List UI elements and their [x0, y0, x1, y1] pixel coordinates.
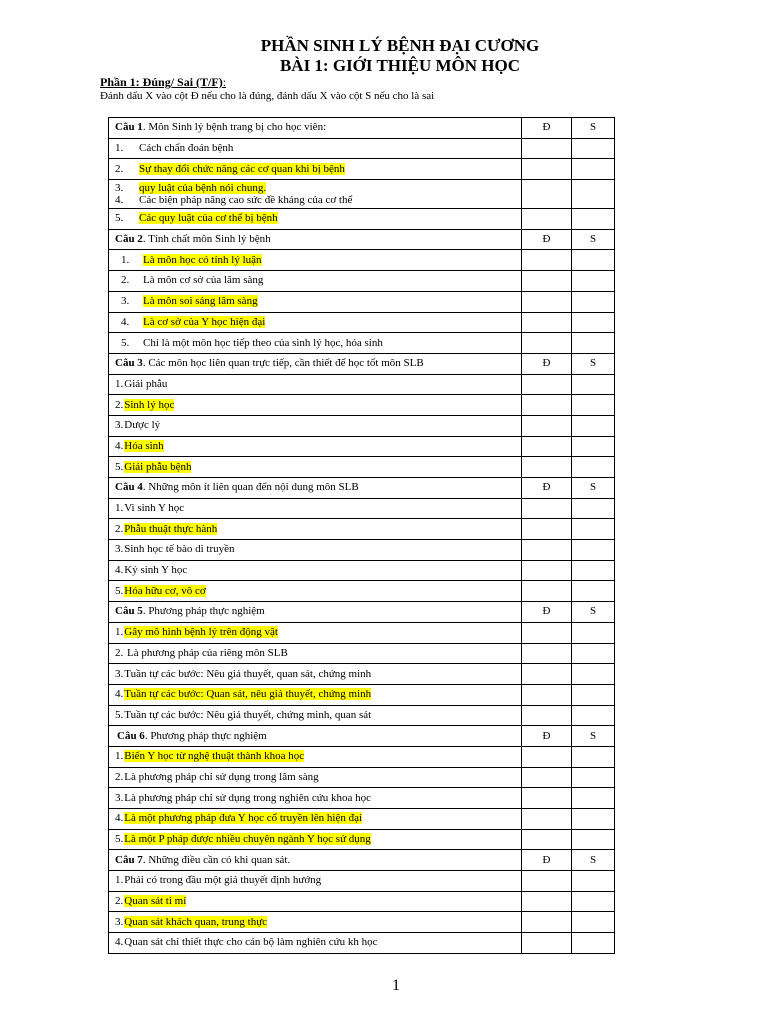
column-header-sai: S — [572, 478, 615, 499]
answer-cell-sai[interactable] — [572, 333, 615, 354]
answer-statement-cell — [109, 519, 522, 540]
answer-row — [109, 560, 615, 581]
answer-row — [109, 829, 615, 850]
answer-cell-sai[interactable] — [572, 560, 615, 581]
answer-number: 1. — [115, 377, 124, 390]
answer-number: 5. — [115, 584, 124, 597]
answer-cell-sai[interactable] — [572, 271, 615, 292]
answer-text: Là môn cơ sở của lâm sàng — [143, 274, 264, 287]
answer-row — [109, 138, 615, 159]
answer-cell-dung[interactable] — [522, 560, 572, 581]
question-label: Câu 1 — [115, 121, 143, 134]
answer-statement-cell — [109, 705, 522, 726]
answer-cell-sai[interactable] — [572, 664, 615, 685]
answer-cell-dung[interactable] — [522, 891, 572, 912]
column-header-dung: Đ — [522, 478, 572, 499]
question-row — [109, 850, 615, 871]
document-title: PHẦN SINH LÝ BỆNH ĐẠI CƯƠNG — [260, 36, 540, 55]
answer-cell-dung[interactable] — [522, 643, 572, 664]
answer-statement-cell — [109, 912, 522, 933]
question-cell — [109, 850, 522, 871]
answer-number: 2. — [115, 895, 124, 908]
answer-cell-dung[interactable] — [522, 767, 572, 788]
answer-number: 3. — [115, 543, 124, 556]
answer-text: Các biện pháp nâng cao sức đề kháng của cơ thể — [139, 194, 353, 207]
column-header-dung: Đ — [522, 353, 572, 374]
quiz-table — [108, 117, 615, 954]
answer-text: Giải phẫu bệnh — [124, 460, 192, 473]
column-header-sai: S — [572, 602, 615, 623]
question-text: . Phương pháp thực nghiệm — [142, 605, 265, 618]
answer-text: Là một P pháp được nhiều chuyên ngành Y học sử dụng — [124, 833, 371, 846]
answer-cell-sai[interactable] — [572, 829, 615, 850]
column-header-sai: S — [572, 118, 615, 139]
answer-row — [109, 891, 615, 912]
answer-statement-cell — [109, 312, 522, 333]
question-row — [109, 602, 615, 623]
part-heading — [100, 75, 226, 90]
question-row — [109, 478, 615, 499]
answer-text: Là phương pháp của riêng môn SLB — [124, 646, 288, 659]
answer-statement-cell — [109, 540, 522, 561]
answer-cell-sai[interactable] — [572, 809, 615, 830]
answer-cell-sai[interactable] — [572, 395, 615, 416]
answer-cell-dung[interactable] — [522, 209, 572, 230]
answer-cell-sai[interactable] — [572, 705, 615, 726]
answer-cell-sai[interactable] — [572, 581, 615, 602]
answer-statement-cell — [109, 374, 522, 395]
answer-statement-cell — [109, 871, 522, 892]
answer-statement-cell — [109, 622, 522, 643]
column-header-dung: Đ — [522, 118, 572, 139]
answer-cell-dung[interactable] — [522, 159, 572, 180]
answer-text: Các quy luật của cơ thể bị bệnh — [139, 212, 278, 225]
answer-number: 3. — [115, 791, 124, 804]
answer-statement-cell — [109, 395, 522, 416]
column-header-dung: Đ — [522, 850, 572, 871]
question-text: . Môn Sinh lý bệnh trang bị cho học viên: — [142, 121, 327, 134]
answer-row — [109, 271, 615, 292]
answer-line — [115, 182, 515, 194]
page-number: 1 — [392, 977, 400, 994]
answer-cell-dung[interactable] — [522, 457, 572, 478]
answer-text: Là môn soi sáng lâm sàng — [143, 295, 258, 308]
column-header-sai: S — [572, 726, 615, 747]
answer-text: Tuần tự các bước: Quan sát, nêu giả thuyết, chứng minh — [124, 688, 372, 701]
answer-number: 3. — [115, 182, 124, 195]
answer-cell-sai[interactable] — [572, 250, 615, 271]
answer-line — [115, 194, 515, 206]
answer-row — [109, 159, 615, 180]
answer-number: 5. — [115, 708, 124, 721]
answer-number: 2. — [121, 274, 130, 287]
answer-row — [109, 933, 615, 954]
answer-text: Sự thay đổi chức năng các cơ quan khi bị bệnh — [139, 162, 345, 175]
answer-row — [109, 395, 615, 416]
answer-statement-cell — [109, 457, 522, 478]
answer-row — [109, 333, 615, 354]
question-text: . Những môn ít liên quan đến nội dung môn SLB — [142, 481, 359, 494]
answer-statement-cell — [109, 271, 522, 292]
answer-number: 5. — [121, 336, 130, 349]
question-row — [109, 229, 615, 250]
answer-statement-cell — [109, 436, 522, 457]
answer-cell-sai[interactable] — [572, 312, 615, 333]
answer-cell-sai[interactable] — [572, 180, 615, 209]
question-label: Câu 4 — [115, 481, 143, 494]
answer-number: 2. — [115, 646, 124, 659]
answer-statement-cell — [109, 581, 522, 602]
answer-cell-sai[interactable] — [572, 291, 615, 312]
answer-cell-dung[interactable] — [522, 809, 572, 830]
answer-cell-dung[interactable] — [522, 333, 572, 354]
question-cell — [109, 726, 522, 747]
answer-text: Gây mô hình bệnh lý trên động vật — [124, 626, 278, 639]
answer-cell-dung[interactable] — [522, 622, 572, 643]
answer-row — [109, 209, 615, 230]
answer-cell-sai[interactable] — [572, 159, 615, 180]
answer-cell-dung[interactable] — [522, 374, 572, 395]
question-label: Câu 5 — [115, 605, 143, 618]
answer-statement-cell — [109, 746, 522, 767]
answer-cell-dung[interactable] — [522, 415, 572, 436]
answer-statement-cell — [109, 250, 522, 271]
answer-text: Tuần tự các bước: Nêu giả thuyết, chứng minh, quan sát — [124, 708, 372, 721]
answer-statement-cell — [109, 291, 522, 312]
answer-text: Là phương pháp chỉ sử dụng trong lâm sàng — [124, 770, 319, 783]
question-label: Câu 6 — [117, 729, 145, 742]
answer-cell-dung[interactable] — [522, 180, 572, 209]
answer-cell-sai[interactable] — [572, 519, 615, 540]
answer-row — [109, 498, 615, 519]
answer-cell-dung[interactable] — [522, 138, 572, 159]
answer-cell-sai[interactable] — [572, 643, 615, 664]
answer-text: Hóa hữu cơ, vô cơ — [124, 584, 206, 597]
answer-statement-cell — [109, 891, 522, 912]
answer-text: Là cơ sở của Y học hiện đại — [143, 315, 266, 328]
answer-cell-dung[interactable] — [522, 395, 572, 416]
answer-statement-cell — [109, 664, 522, 685]
question-text: . Các môn học liên quan trực tiếp, cần thiết để học tốt môn SLB — [142, 357, 424, 370]
answer-row — [109, 457, 615, 478]
instruction-text: Đánh dấu X vào cột Đ nếu cho là đúng, đánh dấu X vào cột S nếu cho là sai — [100, 90, 435, 102]
answer-statement-cell — [109, 560, 522, 581]
answer-row — [109, 519, 615, 540]
answer-row — [109, 664, 615, 685]
question-cell — [109, 602, 522, 623]
answer-text: Phẫu thuật thực hành — [124, 522, 218, 535]
answer-number: 2. — [115, 398, 124, 411]
answer-row — [109, 540, 615, 561]
answer-number: 4. — [115, 688, 124, 701]
answer-text: Biến Y học từ nghệ thuật thành khoa học — [124, 750, 305, 763]
answer-cell-sai[interactable] — [572, 209, 615, 230]
answer-text: Chỉ là một môn học tiếp theo của sinh lý học, hóa sinh — [143, 336, 383, 349]
answer-text: Dược lý — [124, 419, 161, 432]
answer-number: 1. — [121, 253, 130, 266]
answer-cell-sai[interactable] — [572, 457, 615, 478]
answer-number: 4. — [115, 936, 124, 949]
answer-number: 3. — [115, 915, 124, 928]
answer-text: Vi sinh Y học — [124, 502, 185, 515]
answer-number: 3. — [121, 295, 130, 308]
answer-row — [109, 312, 615, 333]
answer-cell-dung[interactable] — [522, 498, 572, 519]
answer-text: Giải phẫu — [124, 377, 168, 390]
answer-statement-cell — [109, 933, 522, 954]
answer-text: Phải có trong đầu một giả thuyết định hướng — [124, 874, 322, 887]
answer-cell-dung[interactable] — [522, 271, 572, 292]
answer-statement-cell — [109, 684, 522, 705]
column-header-sai: S — [572, 850, 615, 871]
answer-cell-dung[interactable] — [522, 788, 572, 809]
answer-row — [109, 436, 615, 457]
answer-statement-cell — [109, 138, 522, 159]
answer-statement-cell — [109, 829, 522, 850]
answer-cell-sai[interactable] — [572, 788, 615, 809]
answer-row — [109, 871, 615, 892]
answer-row — [109, 705, 615, 726]
answer-text: Sinh lý học — [124, 398, 175, 411]
answer-cell-sai[interactable] — [572, 746, 615, 767]
answer-text: Là một phương pháp đưa Y học cổ truyền lên hiện đại — [124, 812, 363, 825]
answer-number: 5. — [115, 833, 124, 846]
answer-cell-dung[interactable] — [522, 684, 572, 705]
answer-row — [109, 912, 615, 933]
answer-text: Hóa sinh — [124, 439, 164, 452]
answer-row — [109, 684, 615, 705]
answer-cell-sai[interactable] — [572, 374, 615, 395]
answer-text: Quan sát chỉ thiết thực cho cán bộ làm nghiên cứu kh học — [124, 936, 378, 949]
answer-row — [109, 809, 615, 830]
answer-number: 2. — [115, 162, 124, 175]
answer-cell-dung[interactable] — [522, 250, 572, 271]
answer-row — [109, 250, 615, 271]
answer-row — [109, 622, 615, 643]
answer-statement-cell — [109, 788, 522, 809]
answer-cell-sai[interactable] — [572, 540, 615, 561]
question-label: Câu 7 — [115, 853, 143, 866]
question-row — [109, 118, 615, 139]
answer-cell-sai[interactable] — [572, 871, 615, 892]
answer-number: 1. — [115, 874, 124, 887]
answer-cell-dung[interactable] — [522, 871, 572, 892]
answer-row — [109, 581, 615, 602]
column-header-dung: Đ — [522, 726, 572, 747]
answer-cell-sai[interactable] — [572, 891, 615, 912]
question-row — [109, 726, 615, 747]
answer-statement-cell — [109, 209, 522, 230]
answer-number: 4. — [115, 564, 124, 577]
answer-cell-dung[interactable] — [522, 933, 572, 954]
answer-cell-sai[interactable] — [572, 767, 615, 788]
answer-cell-sai[interactable] — [572, 498, 615, 519]
column-header-dung: Đ — [522, 602, 572, 623]
answer-number: 4. — [121, 315, 130, 328]
question-label: Câu 3 — [115, 357, 143, 370]
answer-cell-dung[interactable] — [522, 519, 572, 540]
answer-statement-cell — [109, 643, 522, 664]
answer-cell-dung[interactable] — [522, 912, 572, 933]
answer-cell-sai[interactable] — [572, 622, 615, 643]
question-cell — [109, 229, 522, 250]
answer-row — [109, 415, 615, 436]
answer-cell-sai[interactable] — [572, 138, 615, 159]
answer-cell-sai[interactable] — [572, 933, 615, 954]
answer-cell-dung[interactable] — [522, 581, 572, 602]
answer-statement-cell — [109, 767, 522, 788]
answer-text: Quan sát khách quan, trung thực — [124, 915, 268, 928]
answer-row — [109, 746, 615, 767]
column-header-sai: S — [572, 353, 615, 374]
answer-row — [109, 788, 615, 809]
answer-row — [109, 291, 615, 312]
question-row — [109, 353, 615, 374]
answer-text: Quan sát tỉ mỉ — [124, 895, 187, 908]
answer-statement-cell — [109, 809, 522, 830]
answer-text: quy luật của bệnh nói chung. — [139, 182, 267, 195]
answer-number: 4. — [115, 439, 124, 452]
answer-text: Cách chẩn đoán bệnh — [139, 142, 234, 155]
answer-text: Tuần tự các bước: Nêu giả thuyết, quan sát, chứng minh — [124, 667, 372, 680]
answer-number: 3. — [115, 419, 124, 432]
answer-number: 4. — [115, 812, 124, 825]
answer-row — [109, 767, 615, 788]
answer-cell-dung[interactable] — [522, 746, 572, 767]
answer-text: Là phương pháp chỉ sử dụng trong nghiên cứu khoa học — [124, 791, 371, 804]
answer-statement-cell — [109, 498, 522, 519]
column-header-sai: S — [572, 229, 615, 250]
answer-number: 2. — [115, 522, 124, 535]
column-header-dung: Đ — [522, 229, 572, 250]
answer-number: 5. — [115, 212, 124, 225]
answer-cell-dung[interactable] — [522, 705, 572, 726]
answer-number: 4. — [115, 194, 124, 207]
question-text: . Phương pháp thực nghiệm — [144, 729, 267, 742]
answer-cell-sai[interactable] — [572, 684, 615, 705]
answer-text: Là môn học có tính lý luận — [143, 253, 262, 266]
answer-cell-dung[interactable] — [522, 664, 572, 685]
answer-cell-dung[interactable] — [522, 436, 572, 457]
question-cell — [109, 353, 522, 374]
answer-number: 2. — [115, 770, 124, 783]
answer-cell-sai[interactable] — [572, 415, 615, 436]
answer-number: 1. — [115, 142, 124, 155]
answer-number: 3. — [115, 667, 124, 680]
answer-text: Sinh học tế bào di truyền — [124, 543, 235, 556]
question-cell — [109, 478, 522, 499]
answer-cell-sai[interactable] — [572, 436, 615, 457]
answer-number: 1. — [115, 750, 124, 763]
answer-row — [109, 374, 615, 395]
answer-number: 5. — [115, 460, 124, 473]
part-heading-suffix: : — [222, 75, 227, 89]
answer-cell-dung[interactable] — [522, 312, 572, 333]
answer-cell-dung[interactable] — [522, 291, 572, 312]
answer-number: 1. — [115, 502, 124, 515]
answer-statement-cell — [109, 159, 522, 180]
answer-row — [109, 643, 615, 664]
answer-statement-cell — [109, 415, 522, 436]
answer-statement-cell — [109, 180, 522, 209]
question-cell — [109, 118, 522, 139]
document-subtitle: BÀI 1: GIỚI THIỆU MÔN HỌC — [279, 56, 521, 75]
question-text: . Những điều cần có khi quan sát. — [142, 853, 291, 866]
question-text: . Tính chất môn Sinh lý bệnh — [142, 233, 271, 246]
answer-cell-sai[interactable] — [572, 912, 615, 933]
answer-text: Ký sinh Y học — [124, 564, 188, 577]
answer-cell-dung[interactable] — [522, 829, 572, 850]
answer-row — [109, 180, 615, 209]
question-label: Câu 2 — [115, 233, 143, 246]
part-heading-text: Phần 1: Đúng/ Sai (T/F) — [100, 75, 223, 89]
answer-cell-dung[interactable] — [522, 540, 572, 561]
answer-number: 1. — [115, 626, 124, 639]
answer-statement-cell — [109, 333, 522, 354]
